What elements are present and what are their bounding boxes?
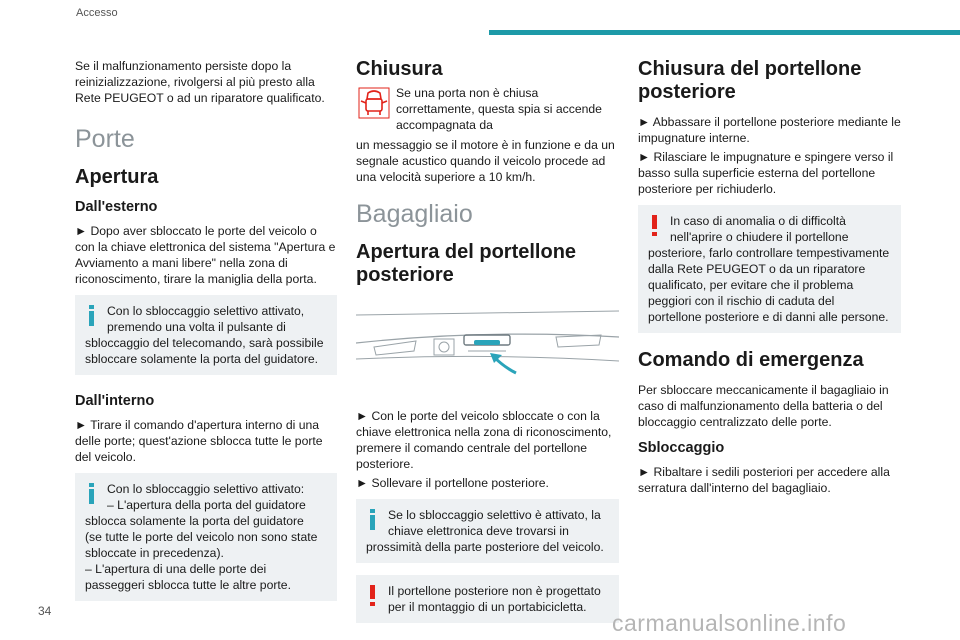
column-1 [75,58,337,613]
column-3 [638,58,901,500]
note-text: Il portellone posteriore non è progettato per il montaggio di un portabicicletta. [388,584,601,614]
apertura-portellone-heading: Apertura del portellone posteriore [356,241,577,286]
warning-icon [367,585,381,607]
note-text: Se lo sbloccaggio selettivo è attivato, la chiave elettronica deve trovarsi in [388,508,601,538]
note-text: Con lo sbloccaggio selettivo attivato, premendo una volta il pulsante di [107,304,305,334]
interno-paragraph: ► Tirare il comando d'apertura interno di una delle porte; quest'azione sblocca tutte le porte del veicolo. [75,418,323,464]
info-note-1 [75,295,337,375]
emergenza-heading: Comando di emergenza [638,349,864,371]
interno-heading: Dall'interno [75,393,155,409]
chiusura-portellone-heading: Chiusura del portellone posteriore [638,58,862,103]
tailgate-handle-illustration [356,307,619,387]
header-section-title: Accesso [76,7,118,19]
note-text: (se tutte le porte del veicolo non sono state sbloccate in precedenza). [85,530,318,560]
apertura-heading: Apertura [75,166,159,188]
chiusura-text: Se una porta non è chiusa correttamente, questa spia si accende accompagnata da [396,86,602,132]
note-text: sbloccaggio del telecomando, sarà possibile sbloccare solamente la porta del guidatore. [85,336,324,366]
note-text: – L'apertura della porta del guidatore [107,498,306,512]
door-open-warning-icon [358,87,390,119]
info-icon [367,509,381,531]
apertura-step-2: ► Sollevare il portellone posteriore. [356,476,549,490]
info-note-3 [356,499,619,563]
info-icon [86,305,100,327]
sbloccaggio-paragraph: ► Ribaltare i sedili posteriori per accedere alla serratura dall'interno del bagagliaio. [638,465,890,495]
intro-paragraph: Se il malfunzionamento persiste dopo la reinizializzazione, rivolgersi al più presto alla Rete PEUGEOT o ad un riparatore qualificato. [75,59,325,105]
warning-note-4 [356,575,619,623]
apertura-step-1: ► Con le porte del veicolo sbloccate o con la chiave elettronica nella zona di riconoscimento, premere il comando centrale del portellone posteriore. [356,409,612,471]
esterno-heading: Dall'esterno [75,199,158,215]
watermark: carmanualsonline.info [612,610,847,636]
column-2 [356,58,619,635]
esterno-paragraph: ► Dopo aver sbloccato le porte del veicolo o con la chiave elettronica del sistema "Apertura e Avviamento a mani libere" nella zona di riconoscimento, tirare la maniglia della porta. [75,224,336,286]
info-icon [86,483,100,505]
porte-heading: Porte [75,125,135,153]
sbloccaggio-heading: Sbloccaggio [638,440,725,456]
info-note-2 [75,473,337,601]
note-text: In caso di anomalia o di difficoltà nell'aprire o chiudere il portellone [670,214,849,244]
chiusura-step-1: ► Abbassare il portellone posteriore mediante le impugnature interne. [638,115,901,145]
note-text: – L'apertura di una delle porte dei passeggeri sblocca tutte le altre porte. [85,562,291,592]
note-text: prossimità della parte posteriore del veicolo. [366,540,604,554]
warning-note-5 [638,205,901,333]
bagagliaio-heading: Bagagliaio [356,200,473,228]
emergenza-paragraph: Per sbloccare meccanicamente il bagagliaio in caso di malfunzionamento della batteria o del bloccaggio centralizzato delle porte. [638,383,889,429]
warning-icon [649,215,663,237]
page-number: 34 [38,604,52,618]
chiusura-heading: Chiusura [356,58,443,80]
chiusura-text: un messaggio se il motore è in funzione e da un segnale acustico quando il veicolo procede ad una velocità superiore a 10 km/h. [356,138,615,184]
note-text: Con lo sbloccaggio selettivo attivato: [107,482,305,496]
chiusura-block [356,85,619,185]
note-text: posteriore, farlo controllare tempestivamente dalla Rete PEUGEOT o da un riparatore qualificato, per evitare che il problema peggiori con il rischio di caduta del portellone posteriore e di danni alle persone. [648,246,890,324]
chiusura-step-2: ► Rilasciare le impugnature e spingere verso il basso sulla superficie esterna del portellone posteriore per richiuderlo. [638,150,894,196]
header-accent-bar [489,30,960,35]
note-text: sblocca solamente la porta del guidatore [85,514,304,528]
